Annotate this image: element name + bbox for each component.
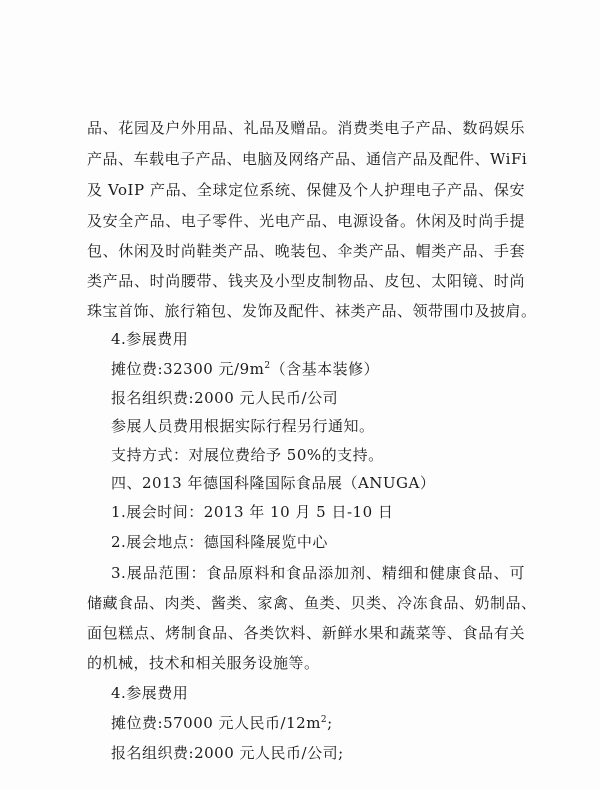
fees2-booth-label: 摊位费 xyxy=(111,714,158,732)
fees2-org-label: 报名组织费 xyxy=(111,744,189,762)
fees1-org-value: :2000 元人民币/公司 xyxy=(188,389,339,407)
section4-scope-line: 3.展品范围：食品原料和食品添加剂、精细和健康食品、可 xyxy=(111,564,525,582)
fees1-org-fee xyxy=(111,387,338,409)
fees1-booth-sup: 2 xyxy=(264,361,271,371)
fees1-booth-label: 摊位费 xyxy=(111,360,158,378)
fees2-org-fee xyxy=(111,742,344,764)
fees1-heading: 4.参展费用 xyxy=(111,330,189,348)
para1-line: 产品、车载电子产品、电脑及网络产品、通信产品及配件、WiFi xyxy=(87,150,528,168)
fees1-org-label: 报名组织费 xyxy=(111,389,189,407)
section4-time: 1.展会时间：2013 年 10 月 5 日-10 日 xyxy=(111,503,394,521)
section4-title: 四、2013 年德国科隆国际食品展（ANUGA） xyxy=(111,474,436,492)
fees1-booth-fee xyxy=(111,358,379,380)
fees1-booth-note: （含基本装修） xyxy=(270,360,380,378)
fees1-booth-value: :32300 元/9m xyxy=(157,360,265,378)
fees1-staff-fee: 参展人员费用根据实际行程另行通知。 xyxy=(111,417,375,435)
para1-line: 及 VoIP 产品、全球定位系统、保健及个人护理电子产品、保安 xyxy=(87,181,525,199)
fees2-booth-note: ; xyxy=(327,714,333,732)
fees2-heading: 4.参展费用 xyxy=(111,684,189,702)
section4-scope-line: 的机械，技术和相关服务设施等。 xyxy=(87,654,320,672)
para1-line: 及安全产品、电子零件、光电产品、电源设备。休闲及时尚手提 xyxy=(87,212,525,230)
fees2-org-value: :2000 元人民币/公司; xyxy=(188,744,344,762)
para1-line: 品、花园及户外用品、礼品及赠品。消费类电子产品、数码娱乐 xyxy=(87,119,525,137)
fees2-booth-fee xyxy=(111,712,333,734)
section4-scope-line: 储藏食品、肉类、酱类、家禽、鱼类、贝类、冷冻食品、奶制品、 xyxy=(87,594,537,612)
para1-line: 珠宝首饰、旅行箱包、发饰及配件、袜类产品、领带围巾及披肩。 xyxy=(87,302,537,320)
para1-line: 类产品、时尚腰带、钱夹及小型皮制物品、皮包、太阳镜、时尚 xyxy=(87,272,525,290)
section4-place: 2.展会地点：德国科隆展览中心 xyxy=(111,533,328,551)
para1-line: 包、休闲及时尚鞋类产品、晚装包、伞类产品、帽类产品、手套 xyxy=(87,242,525,260)
fees2-booth-sup: 2 xyxy=(320,715,328,725)
section4-scope-line: 面包糕点、烤制食品、各类饮料、新鲜水果和蔬菜等、食品有关 xyxy=(87,624,525,642)
fees2-booth-value: :57000 元人民币/12m xyxy=(157,714,321,732)
fees1-support: 支持方式：对展位费给予 50%的支持。 xyxy=(111,446,384,464)
